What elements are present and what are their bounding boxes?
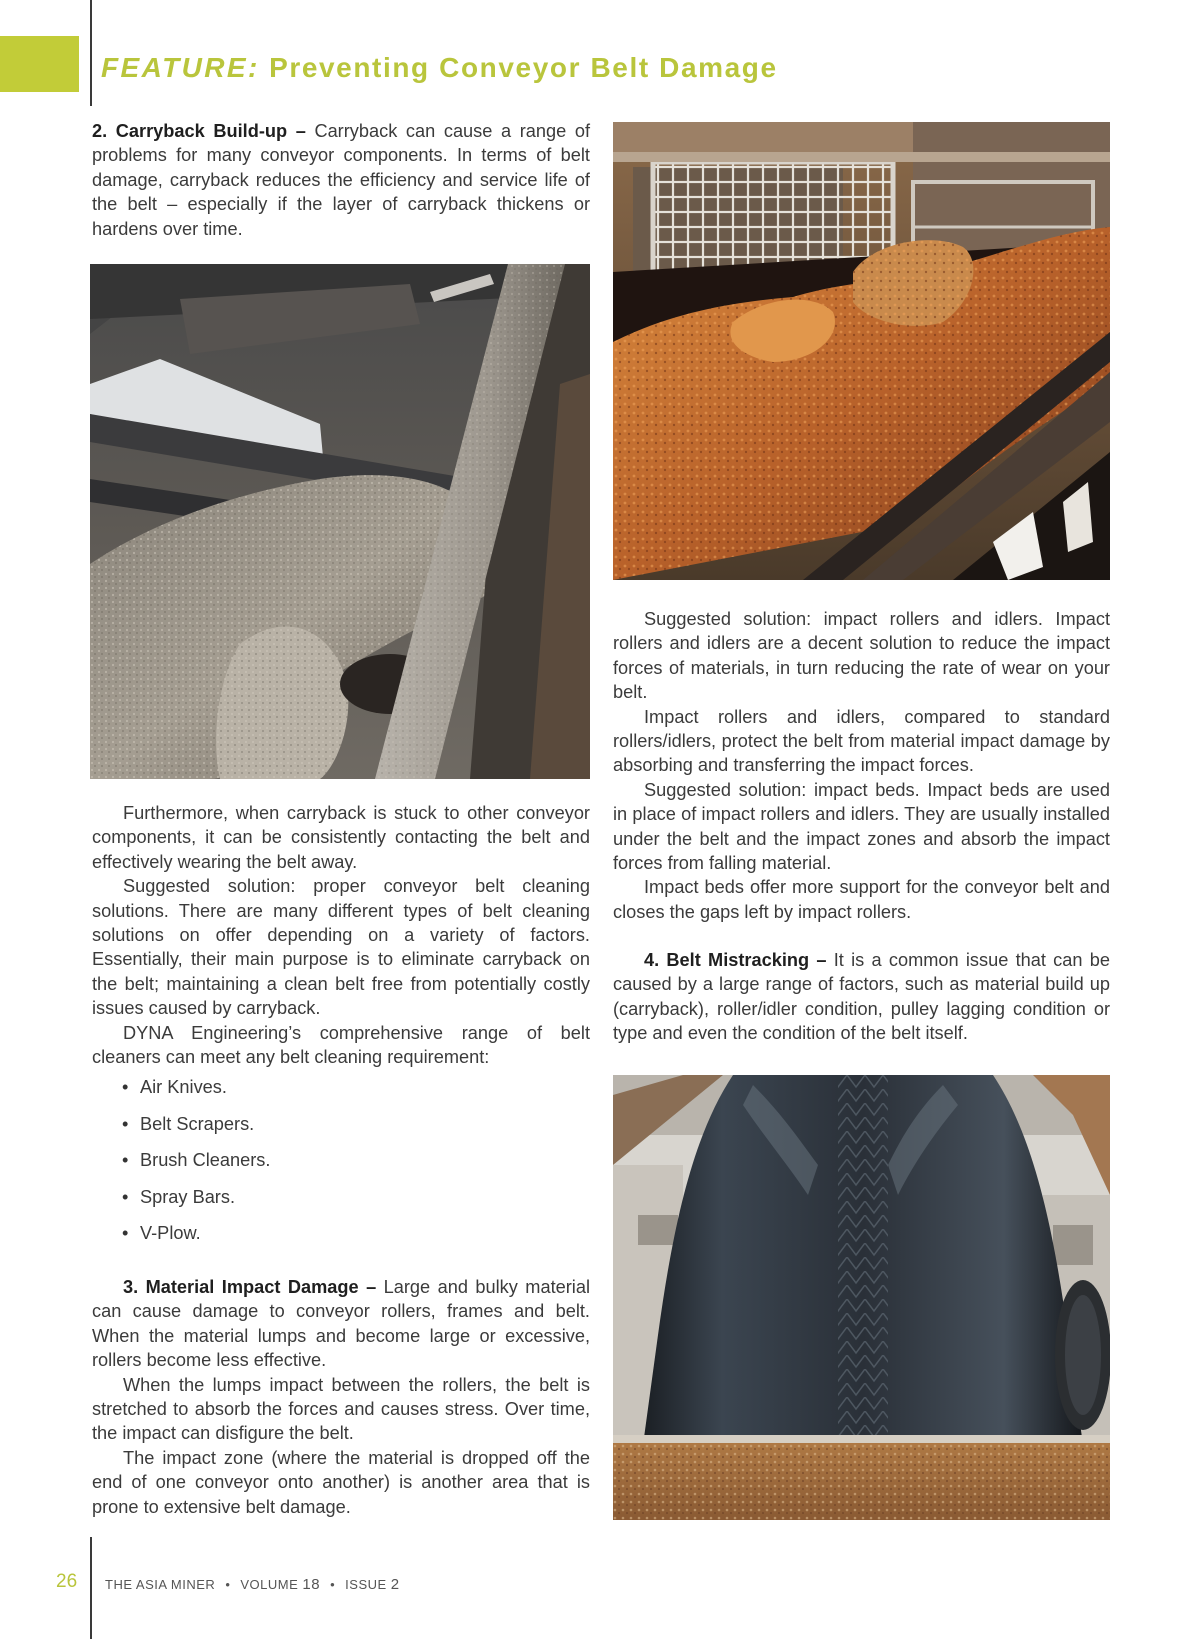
carryback-intro [92, 119, 590, 241]
header-vertical-rule [90, 0, 92, 106]
left-column-body [92, 801, 590, 1258]
impact-paragraph-2: When the lumps impact between the rollers, the belt is stretched to absorb the forces and causes stress. Over time, the impact can disfigure the belt. [92, 1374, 590, 1444]
list-item: • V-Plow. [92, 1221, 590, 1258]
footer-publication-line: THE ASIA MINER • VOLUME 18 • ISSUE 2 [105, 1576, 400, 1593]
carryback-contact-paragraph: Furthermore, when carryback is stuck to other conveyor components, it can be consistently contacting the belt and effectively wearing the belt away. [92, 803, 590, 872]
carryback-photo [90, 264, 590, 779]
list-item: • Air Knives. [92, 1075, 590, 1112]
list-item: • Belt Scrapers. [92, 1112, 590, 1149]
list-item: • Spray Bars. [92, 1185, 590, 1222]
belt-cleaners-paragraph: DYNA Engineering’s comprehensive range of belt cleaners can meet any belt cleaning requirement: [92, 1022, 590, 1068]
issue-label: ISSUE [345, 1577, 387, 1592]
carryback-heading: 2. Carryback Build-up – [92, 121, 306, 141]
mistracking-section [613, 948, 1110, 1046]
impact-rollers-paragraph: Suggested solution: impact rollers and idlers. Impact rollers and idlers are a decent solution to reduce the impact forces of materials, in turn reducing the rate of wear on your belt. [613, 609, 1110, 703]
impact-paragraph-1 [92, 1275, 590, 1373]
impact-beds-support-paragraph: Impact beds offer more support for the conveyor belt and closes the gaps left by impact rollers. [613, 877, 1110, 922]
impact-paragraph-3: The impact zone (where the material is dropped off the end of one conveyor onto another) is another area that is prone to extensive belt damage. [92, 1447, 590, 1517]
mistracking-paragraph [613, 948, 1110, 1046]
cleaning-solution-paragraph: Suggested solution: proper conveyor belt cleaning solutions. There are many different types of belt cleaning solutions on offer depending on a variety of factors. Essentially, their main purpose is to eliminate carryback on the belt; maintaining a clean belt free from potentially costly issues caused by carryback. [92, 876, 590, 1019]
feature-title: Preventing Conveyor Belt Damage [269, 52, 778, 83]
impact-heading: 3. Material Impact Damage – [123, 1277, 377, 1297]
impact-damage-section [92, 1275, 590, 1519]
page-number: 26 [56, 1571, 78, 1592]
impact-beds-paragraph: Suggested solution: impact beds. Impact beds are used in place of impact rollers and idlers. They are usually installed under the belt and the impact zones and absorb the impact forces from falling material. [613, 779, 1110, 874]
impact-text: Large and bulky material can cause damage to conveyor rollers, frames and belt. When the material lumps and become large or excessive, rollers become less effective. [92, 1277, 590, 1371]
volume-number: 18 [302, 1576, 321, 1593]
carryback-text: Carryback can cause a range of problems for many conveyor components. In terms of belt damage, carryback reduces the efficiency and service life of the belt – especially if the layer of carryback thickens or hardens over time. [92, 121, 591, 239]
header-accent-block [0, 36, 79, 92]
page-title [101, 52, 778, 84]
footer-vertical-rule [90, 1537, 92, 1639]
belt-cleaner-list [92, 1075, 590, 1258]
impact-rollers-comparison-paragraph: Impact rollers and idlers, compared to standard rollers/idlers, protect the belt from material impact damage by absorbing and transferring the impact forces. [613, 706, 1110, 776]
volume-label: VOLUME [240, 1577, 299, 1592]
ore-on-belt-photo [613, 122, 1110, 580]
mistracking-text: It is a common issue that can be caused by a large range of factors, such as material build up (carryback), roller/idler condition, pulley lagging condition or type and even the condition of the belt itself. [613, 950, 1110, 1044]
mistracking-heading: 4. Belt Mistracking – [644, 950, 827, 970]
feature-kicker: FEATURE: [101, 52, 260, 83]
issue-number: 2 [390, 1576, 400, 1593]
carryback-paragraph [92, 119, 590, 241]
list-item: • Brush Cleaners. [92, 1148, 590, 1185]
publication-name: THE ASIA MINER [105, 1577, 216, 1592]
right-column-body [613, 607, 1110, 924]
conveyor-belt-photo [613, 1075, 1110, 1520]
